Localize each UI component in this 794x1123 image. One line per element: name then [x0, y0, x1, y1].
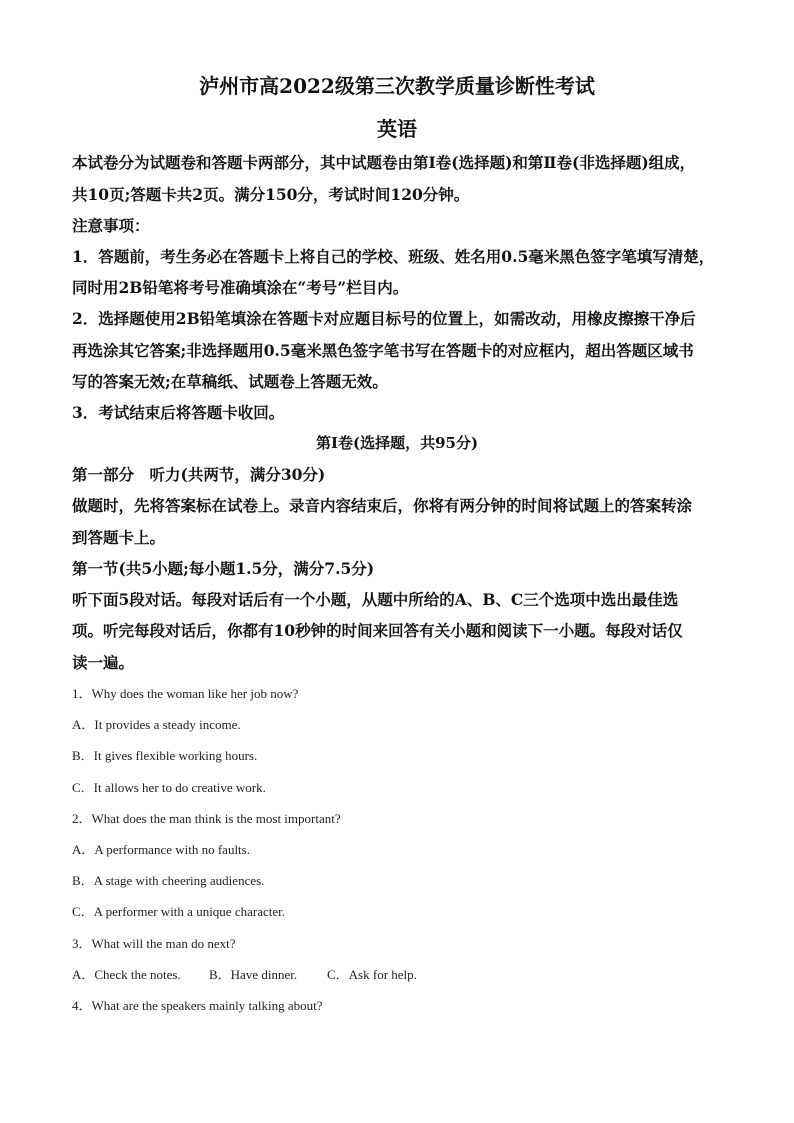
instruction-line: 到答题卡上。 — [72, 528, 166, 547]
notice-line: 1．答题前，考生务必在答题卡上将自己的学校、班级、姓名用0.5毫米黑色签字笔填写清楚， — [72, 247, 715, 266]
volume-heading: 第Ⅰ卷(选择题，共95分) — [315, 434, 479, 452]
question-stem: 4．What are the speakers mainly talking about? — [72, 998, 323, 1013]
intro-line: 本试卷分为试题卷和答题卡两部分，其中试题卷由第Ⅰ卷(选择题)和第Ⅱ卷(非选择题)组成， — [72, 153, 696, 172]
part1-heading: 第一部分 听力(共两节，满分30分) — [72, 465, 326, 484]
notice-line: 3．考试结束后将答题卡收回。 — [72, 403, 285, 422]
notice-line: 再选涂其它答案;非选择题用0.5毫米黑色签字笔书写在答题卡的对应框内，超出答题区域书 — [72, 341, 694, 360]
answer-option: B．Have dinner. — [209, 967, 298, 982]
exam-title: 泸州市高2022级第三次教学质量诊断性考试 — [199, 74, 595, 98]
answer-option: B．A stage with cheering audiences. — [72, 873, 265, 888]
answer-options-row — [72, 964, 417, 983]
notice-line: 同时用2B铅笔将考号准确填涂在“考号”栏目内。 — [72, 278, 409, 297]
instruction-line: 读一遍。 — [72, 653, 135, 672]
question-stem: 2．What does the man think is the most important? — [72, 811, 341, 826]
instruction-line: 项。听完每段对话后，你都有10秒钟的时间来回答有关小题和阅读下一小题。每段对话仅 — [72, 621, 683, 640]
notice-line: 写的答案无效;在草稿纸、试题卷上答题无效。 — [72, 372, 388, 391]
notice-line: 2．选择题使用2B铅笔填涂在答题卡对应题目标号的位置上，如需改动，用橡皮擦擦干净后 — [72, 309, 696, 328]
answer-option: A．Check the notes. — [72, 967, 181, 982]
instruction-line: 做题时，先将答案标在试卷上。录音内容结束后，你将有两分钟的时间将试题上的答案转涂 — [72, 496, 693, 515]
section1-heading: 第一节(共5小题;每小题1.5分，满分7.5分) — [72, 559, 375, 578]
answer-option: A．It provides a steady income. — [72, 717, 241, 732]
intro-line: 共10页;答题卡共2页。满分150分，考试时间120分钟。 — [72, 185, 470, 204]
answer-option: C．Ask for help. — [327, 967, 417, 982]
question-stem: 1．Why does the woman like her job now? — [72, 686, 299, 701]
answer-option: A．A performance with no faults. — [72, 842, 250, 857]
answer-option: C．It allows her to do creative work. — [72, 780, 266, 795]
question-stem: 3．What will the man do next? — [72, 936, 236, 951]
subject-title: 英语 — [377, 117, 417, 141]
notice-heading: 注意事项： — [72, 216, 150, 235]
instruction-line: 听下面5段对话。每段对话后有一个小题，从题中所给的A、B、C三个选项中选出最佳选 — [72, 590, 679, 609]
answer-option: B．It gives flexible working hours. — [72, 748, 258, 763]
answer-option: C．A performer with a unique character. — [72, 904, 285, 919]
